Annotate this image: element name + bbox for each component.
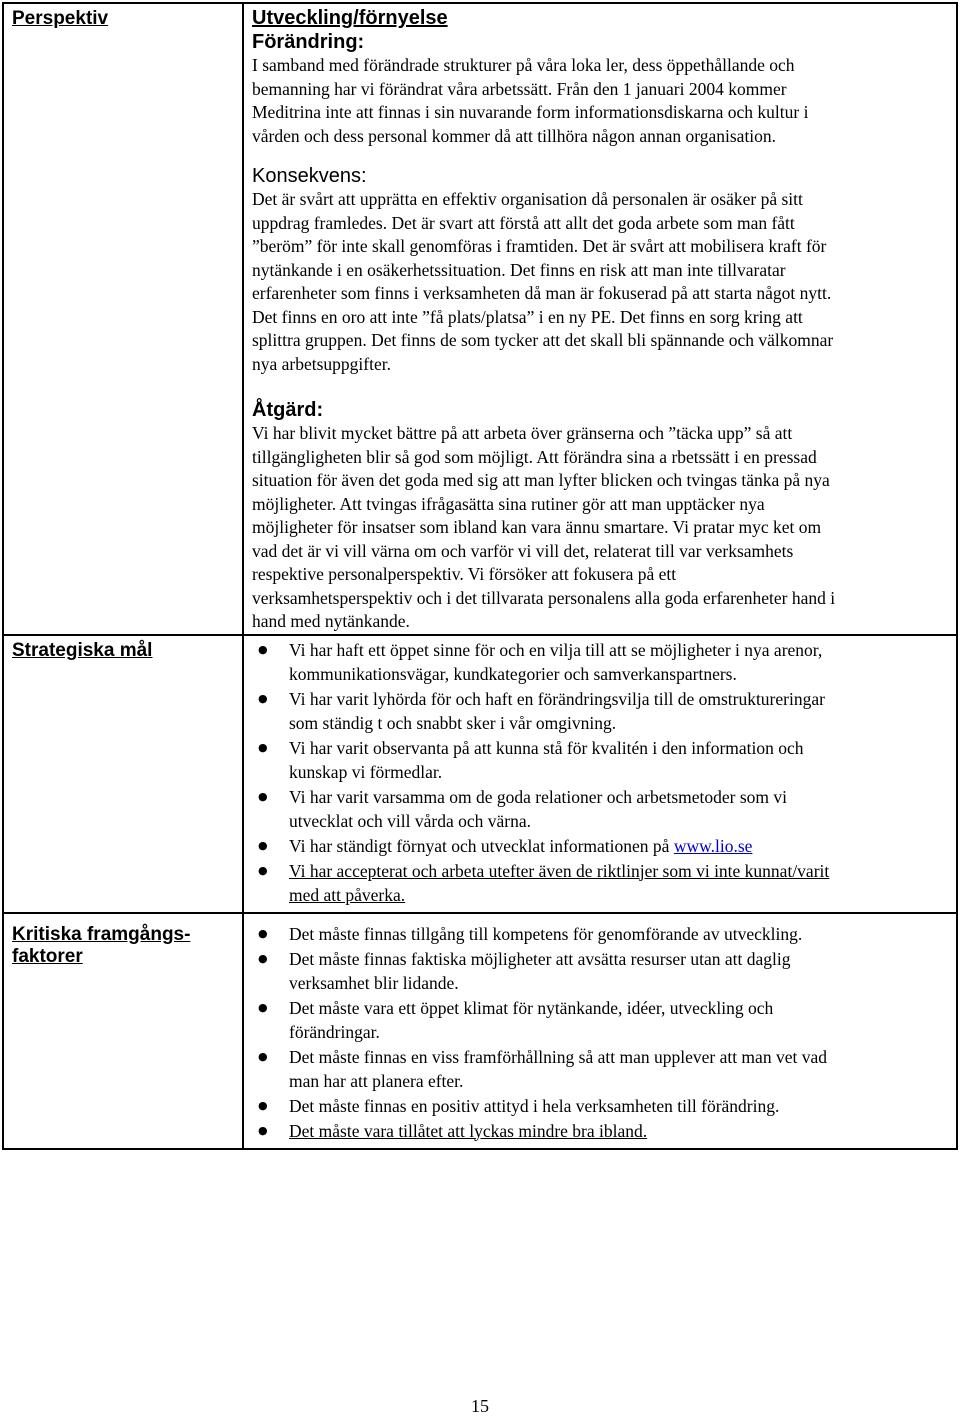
lio-link[interactable]: www.lio.se (673, 835, 753, 856)
list-item-line: ● Det måste finnas en viss framförhållning så att man upplever att man vet vad (289, 1046, 827, 1067)
text-line: tillgängligheten blir så god som möjligt. Att förändra sina a rbetssätt i en pressad (252, 446, 817, 467)
document-table (2, 2, 958, 1150)
list-item-line: förändringar. (289, 1021, 380, 1042)
kritiska-list (252, 922, 950, 1148)
list-item (252, 785, 950, 833)
list-item-line: man har att planera efter. (289, 1070, 464, 1091)
list-item (252, 1094, 950, 1118)
section-title: Utveckling/förnyelse (252, 7, 448, 29)
list-item (252, 947, 950, 995)
text-line: Det finns en oro att inte ”få plats/platsa” i en ny PE. Det finns en sorg kring att (252, 306, 803, 327)
text-line: vad det är vi vill värna om och varför vi vill det, relaterat till var verksamhets (252, 540, 794, 561)
list-item (252, 922, 950, 946)
list-item-line: ● Det måste finnas faktiska möjligheter att avsätta resurser utan att daglig (289, 948, 791, 969)
list-item (252, 687, 950, 735)
list-item-line: ● Det måste finnas tillgång till kompetens för genomförande av utveckling. (289, 923, 803, 944)
list-item (252, 834, 950, 858)
text-line: Det är svårt att upprätta en effektiv organisation då personalen är osäker på sitt (252, 189, 803, 209)
text-line: bemanning har vi förändrat våra arbetssätt. Från den 1 januari 2004 kommer (252, 78, 787, 99)
row-kritiska (3, 913, 957, 1149)
text-line: erfarenheter som finns i verksamheten då man är fokuserad på att starta något nytt. (252, 283, 832, 303)
list-item-line: ● Vi har haft ett öppet sinne för och en vilja till att se möjligheter i nya arenor, (289, 639, 823, 660)
strategiska-list (252, 638, 950, 912)
list-item (252, 736, 950, 784)
text-line: Meditrina inte att finnas i sin nuvarande form informationsdiskarna och kultur i (252, 102, 809, 122)
list-item (252, 638, 950, 686)
text-line: respektive personalperspektiv. Vi försöker att fokusera på ett (252, 564, 677, 584)
list-item (252, 859, 950, 907)
list-item-line: ● Vi har varit observanta på att kunna stå för kvalitén i den information och (289, 737, 804, 758)
label-cell-perspektiv (3, 3, 243, 635)
perspektiv-label: Perspektiv (12, 8, 109, 29)
forandring-heading: Förändring: (252, 31, 365, 53)
list-item (252, 996, 950, 1044)
konsekvens-text (252, 188, 950, 376)
list-item-line: kunskap vi förmedlar. (289, 761, 443, 782)
list-item-line: utvecklat och vill vårda och värna. (289, 810, 531, 831)
list-item-line: Det måste vara tillåtet att lyckas mindre bra ibland. (289, 1120, 648, 1141)
text-line: Vi har blivit mycket bättre på att arbeta över gränserna och ”täcka upp” så att (252, 423, 793, 443)
label-cell-kritiska (3, 913, 243, 1149)
content-cell-kritiska (243, 913, 957, 1149)
list-item (252, 1045, 950, 1093)
text-line: I samband med förändrade strukturer på våra loka ler, dess öppethållande och (252, 55, 795, 75)
forandring-text (252, 54, 950, 148)
label-cell-strategiska (3, 635, 243, 913)
text-line: hand med nytänkande. (252, 611, 410, 631)
list-item (252, 1119, 950, 1143)
page-number: 15 (471, 1396, 489, 1416)
text-line: nya arbetsuppgifter. (252, 353, 391, 374)
row-strategiska (3, 635, 957, 913)
list-item-line: verksamhet blir lidande. (289, 972, 459, 993)
row-utveckling (3, 3, 957, 635)
atgard-heading: Åtgärd: (252, 399, 324, 421)
kritiska-label-line: Kritiska framgångs- (12, 923, 191, 945)
list-item-line: ● Vi har varit lyhörda för och haft en förändringsvilja till de omstruktureringar (289, 688, 825, 709)
text-line: ”beröm” för inte skall genomföras i framtiden. Det är svårt att mobilisera kraft för (252, 236, 827, 256)
text-line: splittra gruppen. Det finns de som tycker att det skall bli spännande och välkomnar (252, 330, 834, 350)
list-item-text: Vi har ständigt förnyat och utvecklat informationen på (289, 835, 674, 856)
list-item-line: ● Det måste vara ett öppet klimat för nytänkande, idéer, utveckling och (289, 997, 774, 1018)
text-line: möjligheter. Att tvingas ifrågasätta sina rutiner gör att man upptäcker nya (252, 493, 765, 514)
konsekvens-heading: Konsekvens: (252, 165, 367, 187)
content-cell-utveckling (243, 3, 957, 635)
list-item-line: kommunikationsvägar, kundkategorier och samverkanspartners. (289, 663, 737, 684)
list-item-line: som ständig t och snabbt sker i vår omgivning. (289, 712, 617, 733)
text-line: nytänkande i en osäkerhetssituation. Det finns en risk att man inte tillvaratar (252, 259, 786, 280)
text-line: verksamhetsperspektiv och i det tillvarata personalens alla goda erfarenheter hand i (252, 587, 836, 608)
list-item-line: med att påverka. (289, 884, 406, 905)
list-item-line: ● Vi har accepterat och arbeta utefter även de riktlinjer som vi inte kunnat/varit (289, 860, 830, 881)
text-line: vården och dess personal kommer då att tillhöra någon annan organisation. (252, 125, 777, 146)
list-item-line: ● Vi har varit varsamma om de goda relationer och arbetsmetoder som vi (289, 786, 788, 807)
list-item-line: ● Det måste finnas en positiv attityd i hela verksamheten till förändring. (289, 1095, 780, 1116)
strategiska-label: Strategiska mål (12, 639, 153, 661)
text-line: situation för även det goda med sig att man lyfter blicken och tvingas tänka på nya (252, 470, 830, 490)
content-cell-strategiska (243, 635, 957, 913)
kritiska-label-line: faktorer (12, 945, 83, 967)
text-line: möjligheter för insatser som ibland kan vara ännu smartare. Vi pratar myc ket om (252, 517, 822, 537)
text-line: uppdrag framledes. Det är svart att förstå att allt det goda arbete som man fått (252, 212, 795, 233)
kritiska-label (12, 918, 242, 968)
atgard-text (252, 422, 950, 634)
